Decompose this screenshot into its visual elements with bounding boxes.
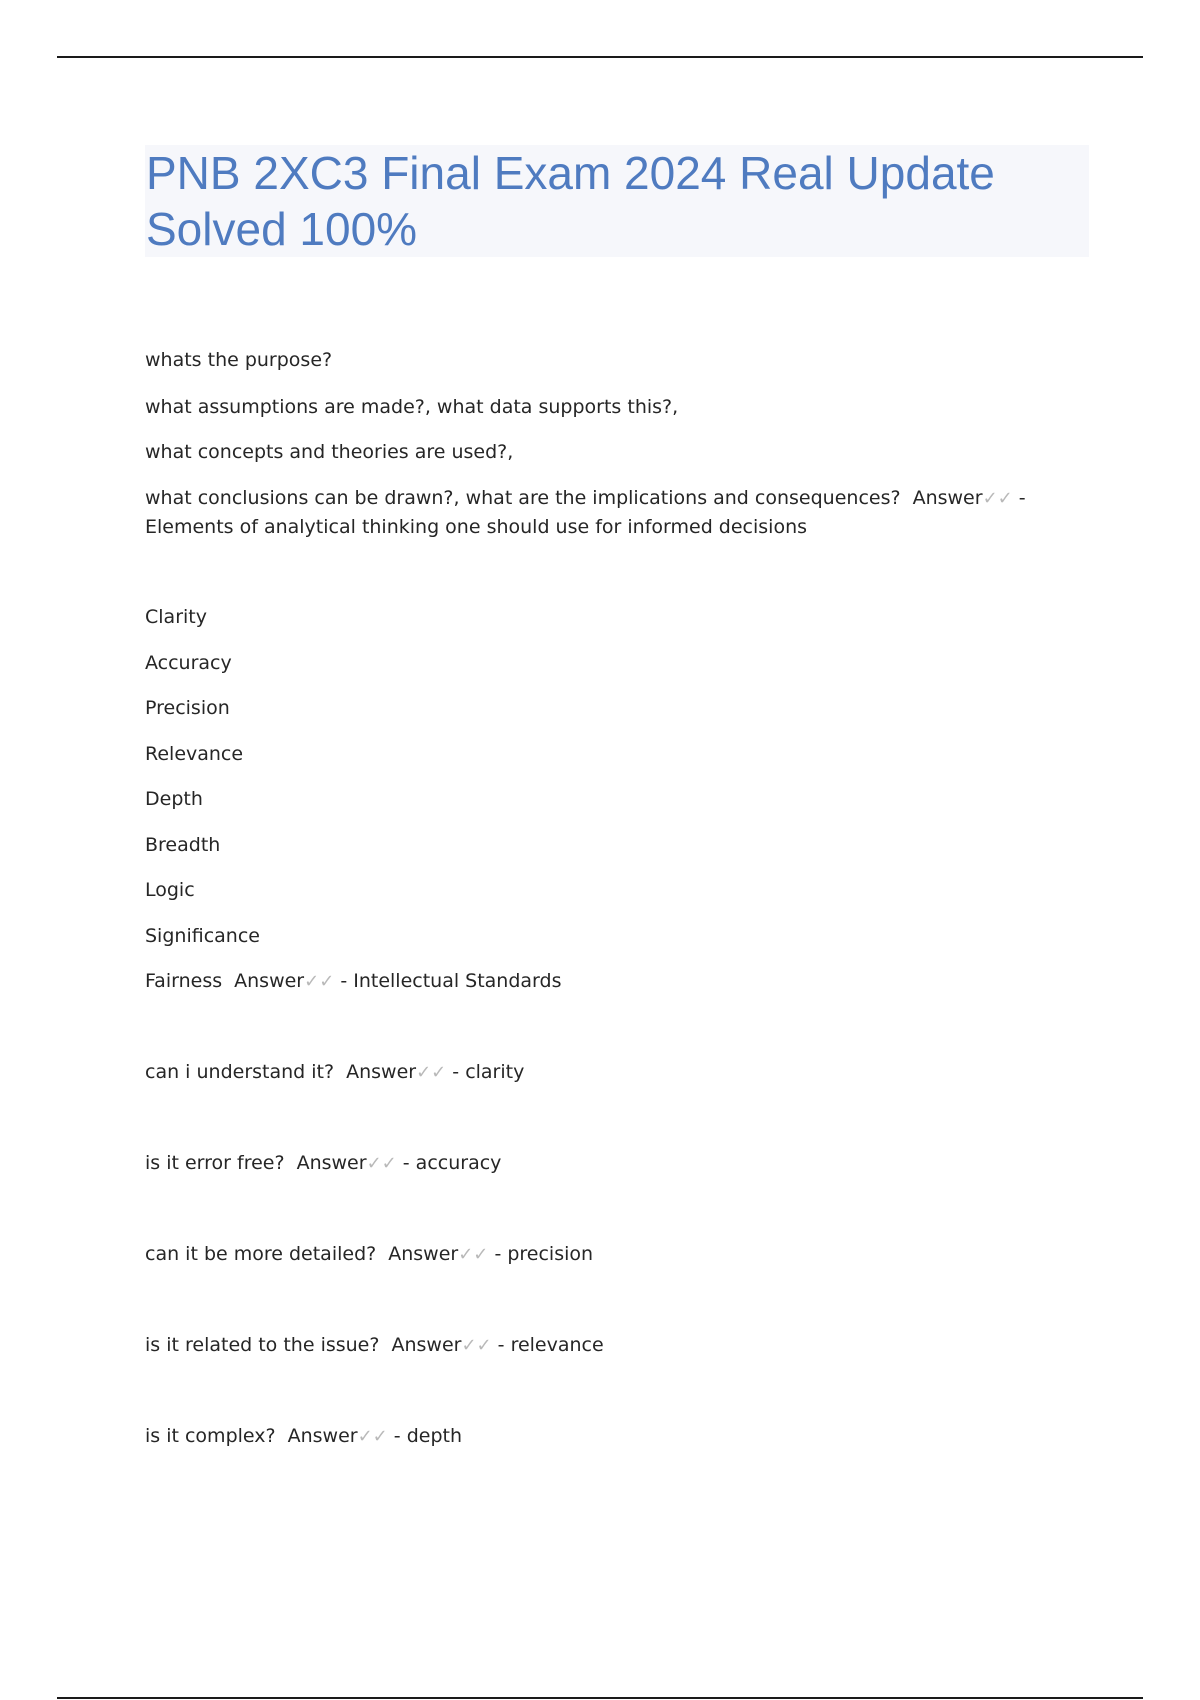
standard-item: Logic bbox=[145, 879, 195, 901]
double-check-icon: ✓✓ bbox=[461, 1335, 492, 1356]
double-check-icon: ✓✓ bbox=[982, 488, 1013, 509]
question-text: is it complex? bbox=[145, 1425, 276, 1447]
double-check-icon: ✓✓ bbox=[458, 1244, 489, 1265]
answer-text: - precision bbox=[494, 1243, 594, 1265]
qa-entry bbox=[145, 1424, 462, 1449]
question-text: is it related to the issue? bbox=[145, 1334, 380, 1356]
answer-label: Answer bbox=[287, 1425, 358, 1447]
standard-item: Accuracy bbox=[145, 652, 232, 674]
question-line: what assumptions are made?, what data supports this?, bbox=[145, 396, 679, 418]
standard-item: Relevance bbox=[145, 743, 244, 765]
question-text: what conclusions can be drawn?, what are the implications and consequences? bbox=[145, 487, 901, 509]
qa-entry bbox=[145, 1060, 524, 1085]
answer-text: - Elements of analytical thinking one should use for informed decisions bbox=[145, 487, 1026, 538]
standard-item: Breadth bbox=[145, 834, 221, 856]
question-text: can it be more detailed? bbox=[145, 1243, 377, 1265]
answer-text: - depth bbox=[393, 1425, 462, 1447]
double-check-icon: ✓✓ bbox=[357, 1426, 388, 1447]
qa-entry bbox=[145, 484, 1095, 541]
answer-text: - relevance bbox=[497, 1334, 604, 1356]
answer-text: - clarity bbox=[452, 1061, 525, 1083]
standard-item: Significance bbox=[145, 925, 260, 947]
answer-label: Answer bbox=[912, 487, 983, 509]
document-title: PNB 2XC3 Final Exam 2024 Real Update Solved 100% bbox=[146, 147, 995, 255]
answer-label: Answer bbox=[234, 970, 305, 992]
question-line: what concepts and theories are used?, bbox=[145, 441, 514, 463]
double-check-icon: ✓✓ bbox=[366, 1153, 397, 1174]
answer-label: Answer bbox=[391, 1334, 462, 1356]
question-line: whats the purpose? bbox=[145, 349, 333, 371]
header-rule bbox=[57, 56, 1143, 58]
answer-text: - Intellectual Standards bbox=[340, 970, 562, 992]
standard-item: Precision bbox=[145, 697, 230, 719]
standard-item: Clarity bbox=[145, 606, 207, 628]
question-text: can i understand it? bbox=[145, 1061, 335, 1083]
answer-label: Answer bbox=[388, 1243, 459, 1265]
standard-item: Depth bbox=[145, 788, 203, 810]
qa-entry bbox=[145, 1151, 501, 1176]
answer-label: Answer bbox=[346, 1061, 417, 1083]
double-check-icon: ✓✓ bbox=[416, 1062, 447, 1083]
answer-text: - accuracy bbox=[402, 1152, 502, 1174]
title-block bbox=[145, 145, 1089, 257]
answer-label: Answer bbox=[296, 1152, 367, 1174]
standard-item: Fairness bbox=[145, 970, 223, 992]
qa-entry bbox=[145, 1242, 593, 1267]
footer-rule bbox=[57, 1697, 1143, 1699]
standard-final-entry bbox=[145, 969, 562, 994]
double-check-icon: ✓✓ bbox=[304, 971, 335, 992]
question-text: is it error free? bbox=[145, 1152, 285, 1174]
qa-entry bbox=[145, 1333, 604, 1358]
